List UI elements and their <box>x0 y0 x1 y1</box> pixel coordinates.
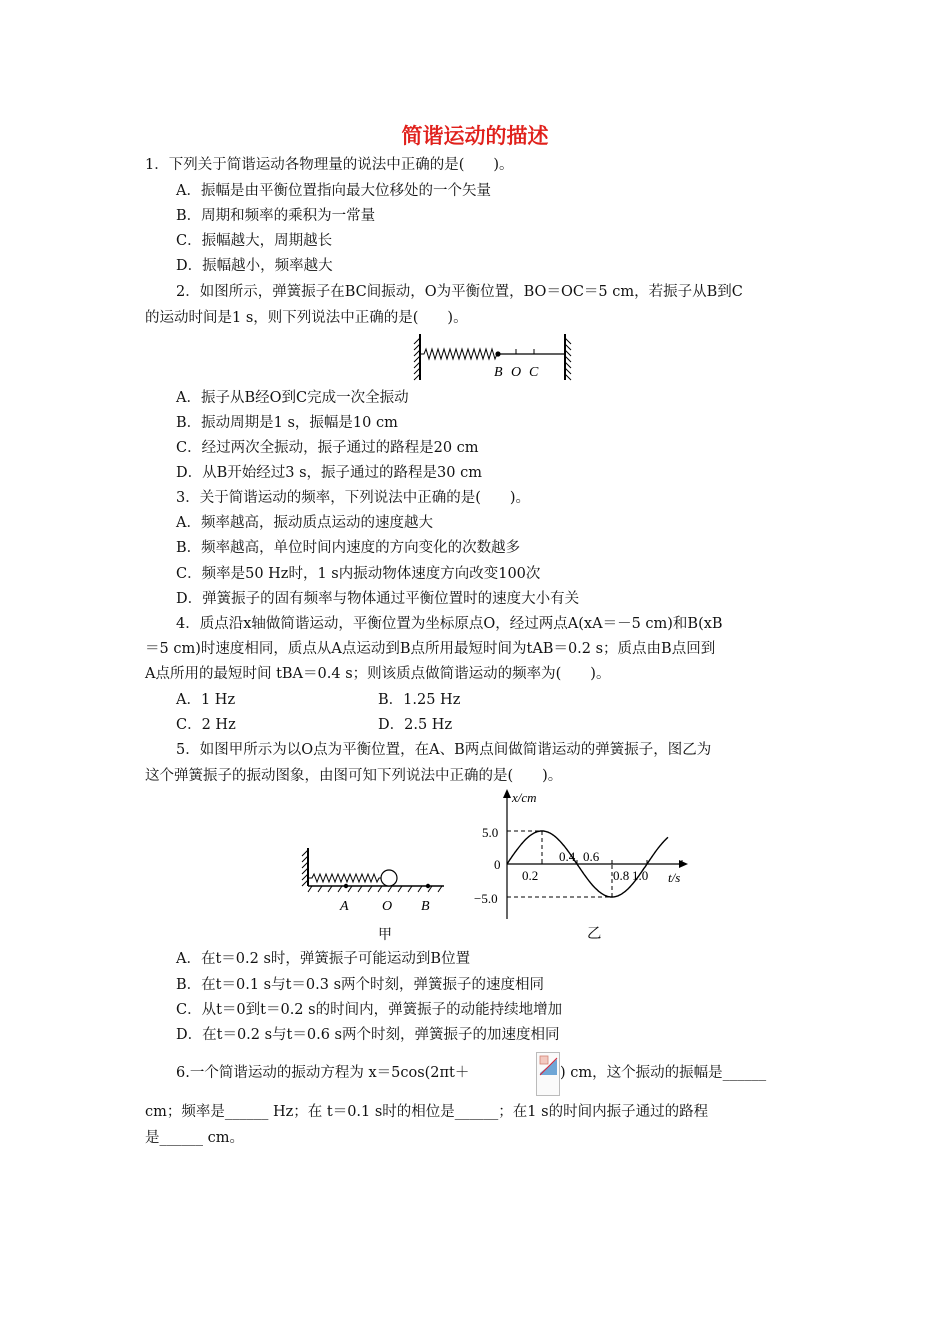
q1-option-d: D．振幅越小，频率越大 <box>176 258 333 274</box>
q6-line2: cm；频率是______ Hz；在 t＝0.1 s时的相位是______；在1 s的时间内振子通过的路程 <box>145 1104 709 1120</box>
q4-stem-line2: ＝5 cm)时速度相同，质点从A点运动到B点所用最短时间为tAB＝0.2 s；质点由B点回到 <box>145 641 716 657</box>
q5-jia-label-a: A <box>340 899 349 914</box>
graph-xtick-0.8: 0.8 <box>613 868 630 883</box>
q2-label-b: B <box>494 365 503 380</box>
broken-image-icon <box>536 1052 560 1096</box>
q2-option-c: C．经过两次全振动，振子通过的路程是20 cm <box>176 440 479 456</box>
q1-option-b: B．周期和频率的乘积为一常量 <box>176 208 376 224</box>
q4-stem-line3: A点所用的最短时间 tBA＝0.4 s；则该质点做简谐运动的频率为( )。 <box>145 666 611 682</box>
q5-option-c: C．从t＝0到t＝0.2 s的时间内，弹簧振子的动能持续地增加 <box>176 1002 563 1018</box>
q3-option-b: B．频率越高，单位时间内速度的方向变化的次数越多 <box>176 540 521 556</box>
q2-label-c: C <box>529 365 539 380</box>
q5-stem-line1: 5．如图甲所示为以O点为平衡位置，在A、B两点间做简谐运动的弹簧振子，图乙为 <box>176 742 712 758</box>
q6-line1-a: 6.一个简谐运动的振动方程为 x＝5cos(2πt＋ <box>176 1065 470 1081</box>
q3-option-c: C．频率是50 Hz时，1 s内振动物体速度方向改变100次 <box>176 566 541 582</box>
graph-y-label: x/cm <box>512 790 537 805</box>
q6-line3: 是______ cm。 <box>145 1130 244 1146</box>
q5-jia-label-b: B <box>421 899 430 914</box>
graph-xtick-1.0: 1.0 <box>632 868 649 883</box>
q4-option-b: B．1.25 Hz <box>378 692 461 708</box>
q2-stem-line2: 的运动时间是1 s，则下列说法中正确的是( )。 <box>145 310 468 326</box>
q3-stem: 3．关于简谐运动的频率，下列说法中正确的是( )。 <box>176 490 531 506</box>
q4-option-d: D．2.5 Hz <box>378 717 453 733</box>
q4-option-a: A．1 Hz <box>176 692 236 708</box>
page-title: 简谐运动的描述 <box>401 124 549 148</box>
q5-option-d: D．在t＝0.2 s与t＝0.6 s两个时刻，弹簧振子的加速度相同 <box>176 1027 560 1043</box>
q3-option-d: D．弹簧振子的固有频率与物体通过平衡位置时的速度大小有关 <box>176 591 580 607</box>
q5-figure-jia <box>298 840 448 945</box>
q5-option-a: A．在t＝0.2 s时，弹簧振子可能运动到B位置 <box>176 951 471 967</box>
q3-option-a: A．频率越高，振动质点运动的速度越大 <box>176 515 433 531</box>
q4-stem-line1: 4．质点沿x轴做简谐运动，平衡位置为坐标原点O，经过两点A(xA＝－5 cm)和B(xB <box>176 616 723 632</box>
graph-xtick-0.4: 0.4 <box>559 849 576 864</box>
q2-spring-figure <box>410 332 575 384</box>
graph-xtick-0.2: 0.2 <box>522 868 539 883</box>
graph-ytick-zero: 0 <box>494 857 501 872</box>
q4-option-c: C．2 Hz <box>176 717 236 733</box>
graph-y-arrow <box>503 789 511 798</box>
q2-option-b: B．振动周期是1 s，振幅是10 cm <box>176 415 398 431</box>
q2-stem-line1: 2．如图所示，弹簧振子在BC间振动，O为平衡位置，BO＝OC＝5 cm，若振子从B到C <box>176 284 743 300</box>
q6-line1-b: ) cm，这个振动的振幅是______ <box>560 1065 767 1081</box>
q2-label-o: O <box>511 365 522 380</box>
q5-jia-caption: 甲 <box>378 928 392 943</box>
q5-stem-line2: 这个弹簧振子的振动图象，由图可知下列说法中正确的是( )。 <box>145 768 563 784</box>
q1-option-a: A．振幅是由平衡位置指向最大位移处的一个矢量 <box>176 183 491 199</box>
q5-figure-yi-graph <box>460 786 700 946</box>
q5-yi-caption: 乙 <box>587 926 602 942</box>
q5-option-b: B．在t＝0.1 s与t＝0.3 s两个时刻，弹簧振子的速度相同 <box>176 977 545 993</box>
q2-option-a: A．振子从B经O到C完成一次全振动 <box>176 390 409 406</box>
graph-x-label: t/s <box>668 870 681 885</box>
q1-stem: 1．下列关于简谐运动各物理量的说法中正确的是( )。 <box>145 157 514 173</box>
q2-option-d: D．从B开始经过3 s，振子通过的路程是30 cm <box>176 465 482 481</box>
q1-option-c: C．振幅越大，周期越长 <box>176 233 333 249</box>
graph-ytick-pos: 5.0 <box>482 825 499 840</box>
graph-x-arrow <box>679 860 688 868</box>
graph-ytick-neg: −5.0 <box>474 891 498 906</box>
graph-xtick-0.6: 0.6 <box>583 849 600 864</box>
q5-jia-label-o: O <box>382 899 393 914</box>
